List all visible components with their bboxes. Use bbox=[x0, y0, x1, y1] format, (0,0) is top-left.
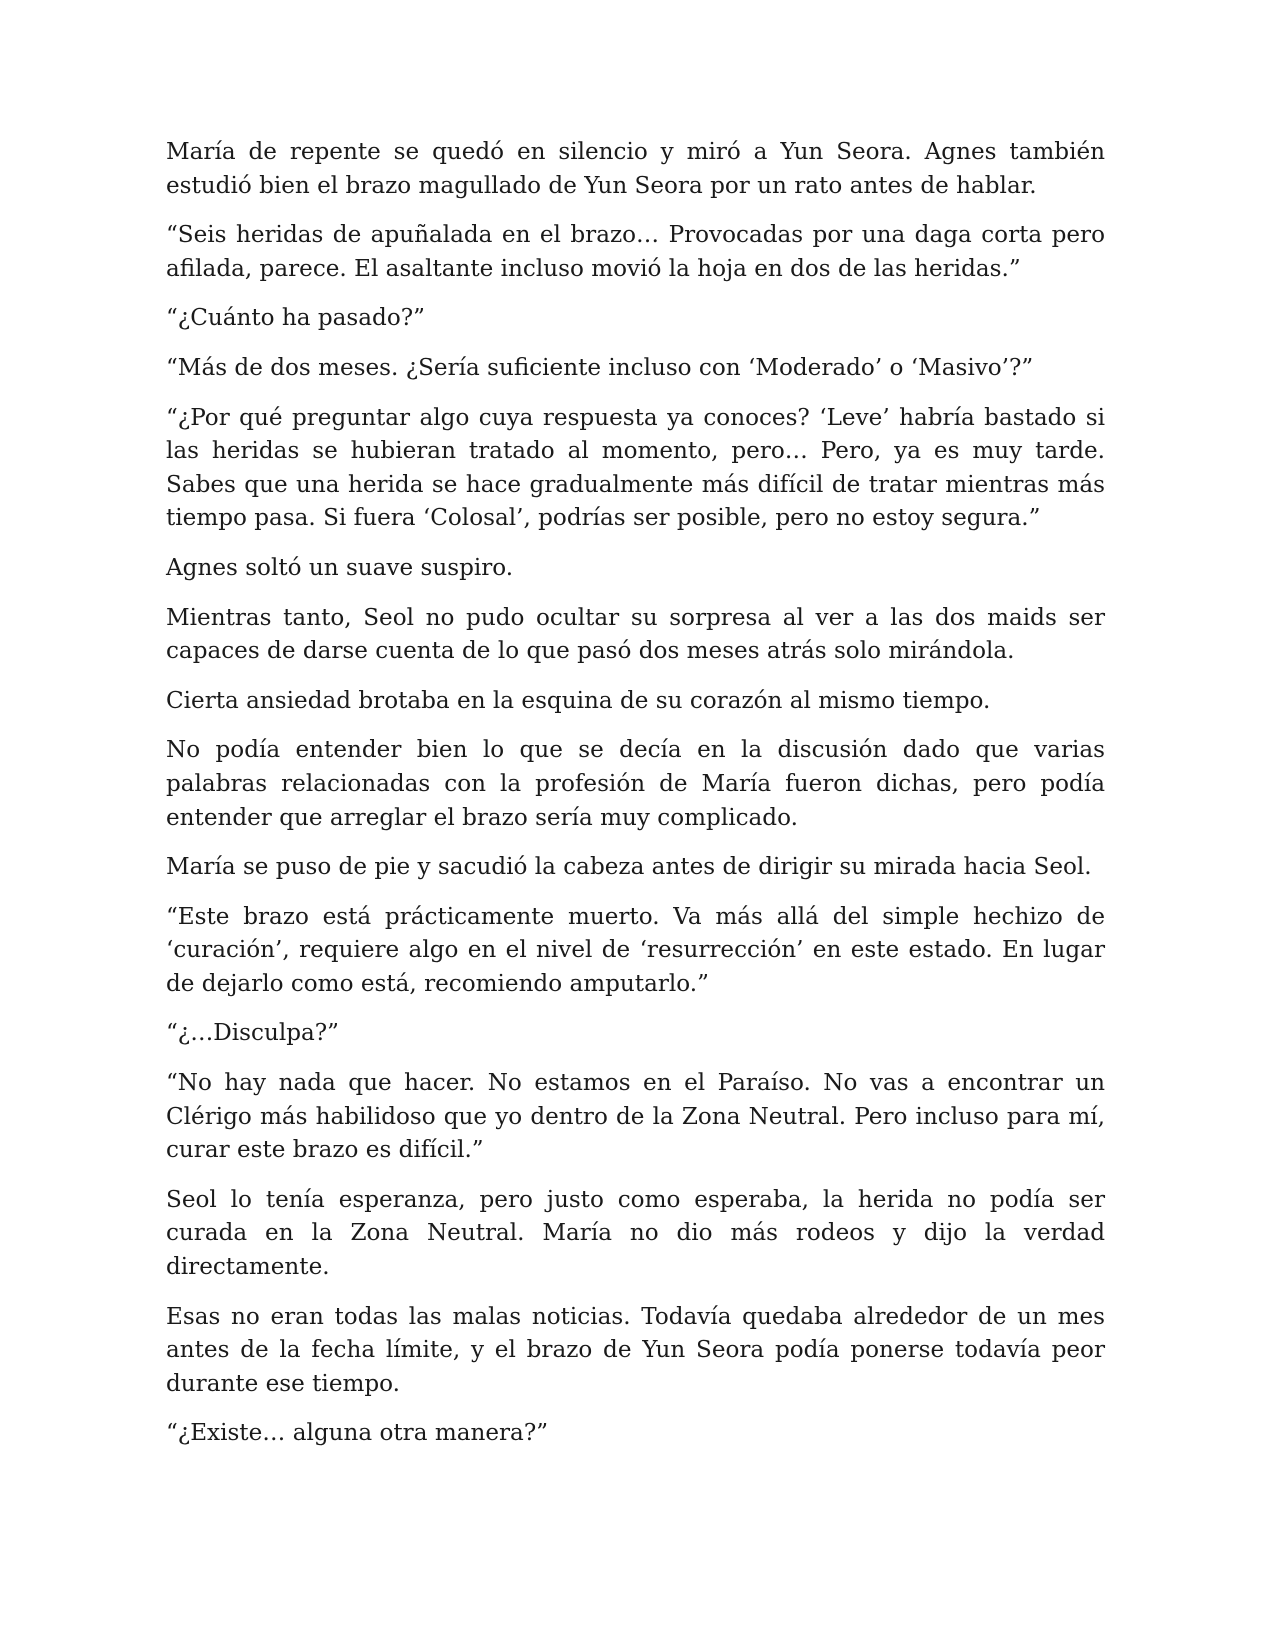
paragraph: “¿Por qué preguntar algo cuya respuesta ya conoces? ‘Leve’ habría bastado si las heridas se hubieran tratado al momento, pero… Pero, ya es muy tarde. Sabes que una herida se hace gradualmente más difícil de tratar mientras más tiempo pasa. Si fuera ‘Colosal’, podrías ser posible, pero no estoy segura.” bbox=[166, 404, 1105, 532]
paragraph: “Este brazo está prácticamente muerto. Va más allá del simple hechizo de ‘curación’, requiere algo en el nivel de ‘resurrección’ en este estado. En lugar de dejarlo como está, recomiendo amputarlo.” bbox=[166, 903, 1105, 997]
paragraph: “Más de dos meses. ¿Sería suficiente incluso con ‘Moderado’ o ‘Masivo’?” bbox=[166, 354, 1034, 381]
paragraph: Mientras tanto, Seol no pudo ocultar su sorpresa al ver a las dos maids ser capaces de darse cuenta de lo que pasó dos meses atrás solo mirándola. bbox=[166, 604, 1105, 665]
paragraph: “¿Cuánto ha pasado?” bbox=[166, 305, 425, 332]
paragraph: “Seis heridas de apuñalada en el brazo… Provocadas por una daga corta pero afilada, parece. El asaltante incluso movió la hoja en dos de las heridas.” bbox=[166, 222, 1105, 282]
paragraph: Seol lo tenía esperanza, pero justo como esperaba, la herida no podía ser curada en la Zona Neutral. María no dio más rodeos y dijo la verdad directamente. bbox=[166, 1186, 1105, 1281]
document-page bbox=[166, 136, 1105, 1467]
paragraph: “No hay nada que hacer. No estamos en el Paraíso. No vas a encontrar un Clérigo más habilidoso que yo dentro de la Zona Neutral. Pero incluso para mí, curar este brazo es difícil.” bbox=[166, 1070, 1105, 1164]
paragraph: Agnes soltó un suave suspiro. bbox=[166, 554, 514, 581]
paragraph: María de repente se quedó en silencio y miró a Yun Seora. Agnes también estudió bien el brazo magullado de Yun Seora por un rato antes de hablar. bbox=[166, 139, 1105, 199]
paragraph: “¿…Disculpa?” bbox=[166, 1020, 339, 1047]
paragraph: María se puso de pie y sacudió la cabeza antes de dirigir su mirada hacia Seol. bbox=[166, 854, 1092, 881]
paragraph: Esas no eran todas las malas noticias. Todavía quedaba alrededor de un mes antes de la fecha límite, y el brazo de Yun Seora podía ponerse todavía peor durante ese tiempo. bbox=[166, 1303, 1105, 1397]
paragraph: No podía entender bien lo que se decía en la discusión dado que varias palabras relacionadas con la profesión de María fueron dichas, pero podía entender que arreglar el brazo sería muy complicado. bbox=[166, 737, 1105, 831]
paragraph: Cierta ansiedad brotaba en la esquina de su corazón al mismo tiempo. bbox=[166, 687, 991, 714]
paragraph: “¿Existe… alguna otra manera?” bbox=[166, 1420, 549, 1447]
